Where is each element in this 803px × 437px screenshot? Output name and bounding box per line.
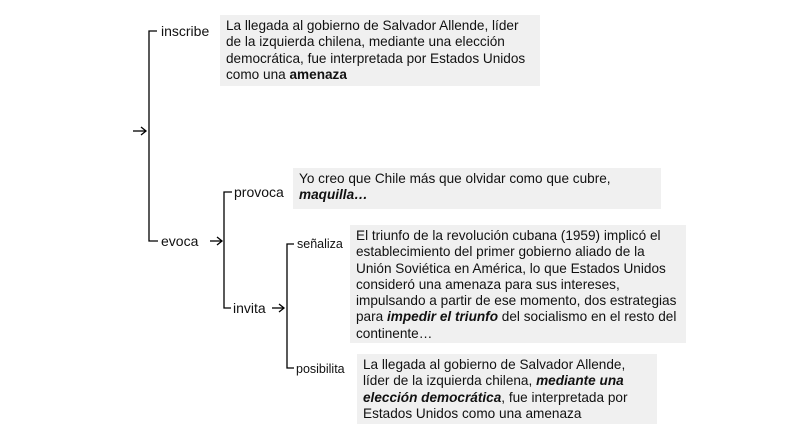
- inscribe-text-segment: La llegada al gobierno de Salvador Allende, líder de la izquierda chilena, mediante una elección democrática, fue interpretada por Estados Unidos como una: [226, 18, 530, 82]
- senaliza-text-segment: impedir el triunfo: [386, 309, 499, 325]
- label-evoca: evoca: [161, 233, 199, 249]
- label-invita: invita: [233, 300, 266, 316]
- posibilita-text-segment: La llegada al gobierno de Salvador Allende, líder de la izquierda chilena,: [363, 357, 630, 389]
- provoca-text-segment: maquilla…: [299, 187, 368, 203]
- text-box-inscribe: [220, 15, 540, 86]
- inscribe-text-segment: amenaza: [289, 66, 347, 82]
- text-box-senaliza: [350, 225, 686, 343]
- senaliza-text-segment: del socialismo en el resto del continente…: [356, 309, 681, 341]
- posibilita-text-segment: , fue interpretada por Estados Unidos como una amenaza: [363, 389, 632, 421]
- label-posibilita: posibilita: [296, 362, 345, 376]
- senaliza-text-segment: El triunfo de la revolución cubana (1959) implicó el establecimiento del primer gobierno aliado de la Unión Soviética en América, lo que Estados Unidos consideró una amenaza para sus intereses, impulsando a partir de ese momento, dos estrategias para: [356, 228, 681, 325]
- label-inscribe: inscribe: [161, 23, 210, 39]
- label-senaliza: señaliza: [297, 237, 343, 251]
- text-box-posibilita: [357, 354, 657, 424]
- text-box-provoca: [293, 168, 661, 209]
- provoca-text-segment: Yo creo que Chile más que olvidar como que cubre,: [299, 171, 615, 186]
- label-provoca: provoca: [234, 184, 284, 200]
- posibilita-text-segment: mediante una elección democrática: [363, 373, 628, 405]
